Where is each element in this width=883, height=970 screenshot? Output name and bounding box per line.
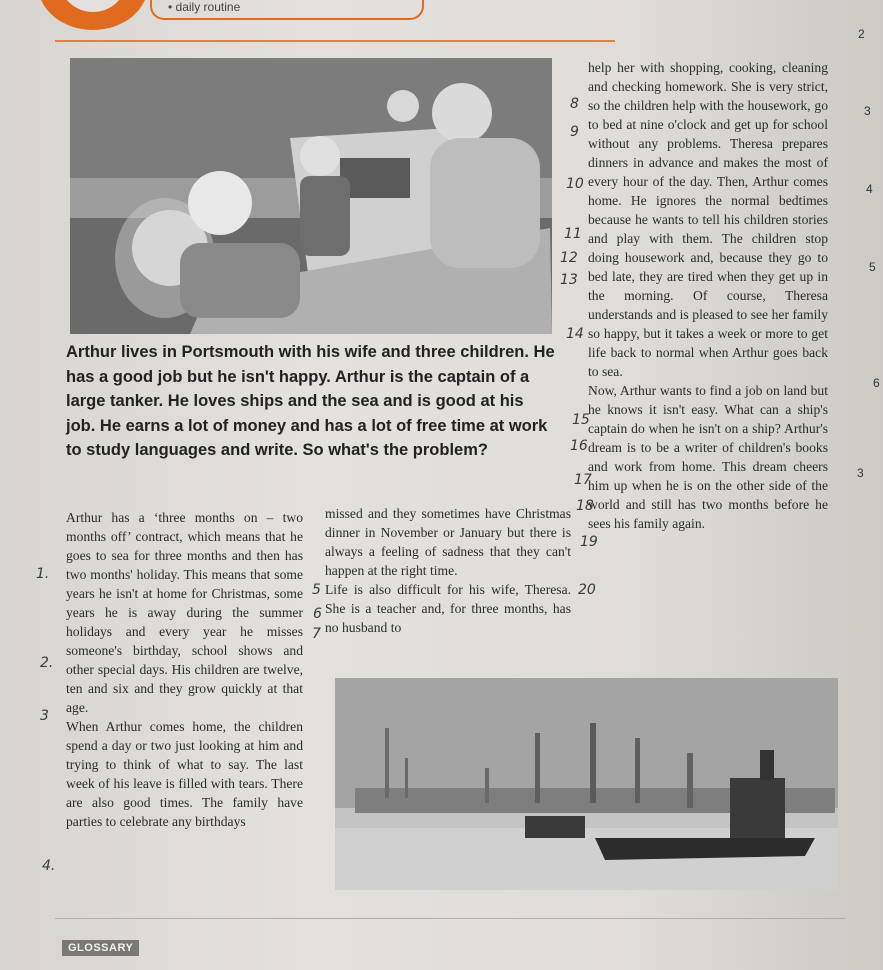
footer-rule bbox=[55, 918, 845, 919]
handwritten-number: 18 bbox=[576, 498, 594, 514]
article-column-2 bbox=[325, 504, 571, 637]
handwritten-number: 17 bbox=[574, 472, 592, 488]
handwritten-number: 19 bbox=[580, 534, 598, 550]
section-badge bbox=[38, 0, 148, 30]
handwritten-number: 9 bbox=[570, 124, 579, 140]
handwritten-number: 1. bbox=[36, 566, 50, 582]
margin-number: 4 bbox=[866, 182, 873, 196]
handwritten-number: 4. bbox=[42, 858, 56, 874]
family-photo-illustration bbox=[70, 58, 552, 334]
paragraph: Life is also difficult for his wife, Theresa. She is a teacher and, for three months, has no husband to bbox=[325, 582, 571, 635]
handwritten-number: 8 bbox=[570, 96, 579, 112]
tanker-photo-illustration bbox=[335, 678, 838, 890]
handwritten-number: 14 bbox=[566, 326, 584, 342]
article-column-3 bbox=[588, 58, 828, 533]
handwritten-number: 7 bbox=[312, 626, 321, 642]
handwritten-number: 15 bbox=[572, 412, 590, 428]
paragraph: Arthur has a ‘three months on – two months off’ contract, which means that he goes to sea for three months and then has two months' holiday. This means that some years he isn't at home for Christmas, some years he is away during the summer holidays and every year he misses someone's birthday, school shows and other special days. His children are twelve, ten and six and they grow quickly at that age. bbox=[66, 510, 303, 715]
handwritten-number: 16 bbox=[570, 438, 588, 454]
handwritten-number: 12 bbox=[560, 250, 578, 266]
handwritten-number: 13 bbox=[560, 272, 578, 288]
handwritten-number: 3 bbox=[40, 708, 49, 724]
handwritten-number: 20 bbox=[578, 582, 596, 598]
handwritten-number: 5 bbox=[312, 582, 321, 598]
paragraph: help her with shopping, cooking, cleaning and checking homework. She is very strict, so the children help with the housework, go to bed at nine o'clock and get up for school without any problems. Theresa prepares dinners in advance and makes the most of every hour of the day. Then, Arthur comes home. He ignores the normal bedtimes because he wants to tell his children stories and play with them. The children stop doing housework and, because they go to bed late, they are tired when they get up in the morning. Of course, Theresa understands and is pleased to see her family so happy, but it takes a week or more to get life back to normal when Arthur goes back to sea. bbox=[588, 60, 828, 379]
family-photo bbox=[70, 58, 552, 334]
margin-number: 6 bbox=[873, 376, 880, 390]
margin-number: 2 bbox=[858, 27, 865, 41]
glossary-label: GLOSSARY bbox=[62, 940, 139, 956]
article-intro: Arthur lives in Portsmouth with his wife and three children. He has a good job but he isn't happy. Arthur is the captain of a large tanker. He loves ships and the sea and is good at his job. He earns a lot of money and has a lot of free time at work to study languages and write. So what's the problem? bbox=[66, 343, 555, 459]
paragraph: Now, Arthur wants to find a job on land but he knows it isn't easy. What can a ship's captain do when he isn't on a ship? Arthur's dream is to be a writer of children's books and work from home. This dream cheers him up when he is on the other side of the world and still has two months before he sees his family again. bbox=[588, 383, 828, 531]
tanker-photo bbox=[335, 678, 838, 890]
article-column-1 bbox=[66, 508, 303, 831]
header-rule bbox=[55, 40, 615, 42]
handwritten-number: 2. bbox=[40, 655, 54, 671]
handwritten-number: 10 bbox=[566, 176, 584, 192]
handwritten-number: 6 bbox=[313, 606, 322, 622]
margin-number: 5 bbox=[869, 260, 876, 274]
margin-number: 3 bbox=[857, 466, 864, 480]
margin-number: 3 bbox=[864, 104, 871, 118]
paragraph: missed and they sometimes have Christmas dinner in November or January but there is always a feeling of sadness that they can't happen at the right time. bbox=[325, 506, 571, 578]
section-tab-label: • daily routine bbox=[168, 0, 241, 14]
paragraph: When Arthur comes home, the children spend a day or two just looking at him and trying to think of what to say. The last week of his leave is filled with tears. There are also good times. The family have parties to celebrate any birthdays bbox=[66, 719, 303, 829]
handwritten-number: 11 bbox=[564, 226, 582, 242]
